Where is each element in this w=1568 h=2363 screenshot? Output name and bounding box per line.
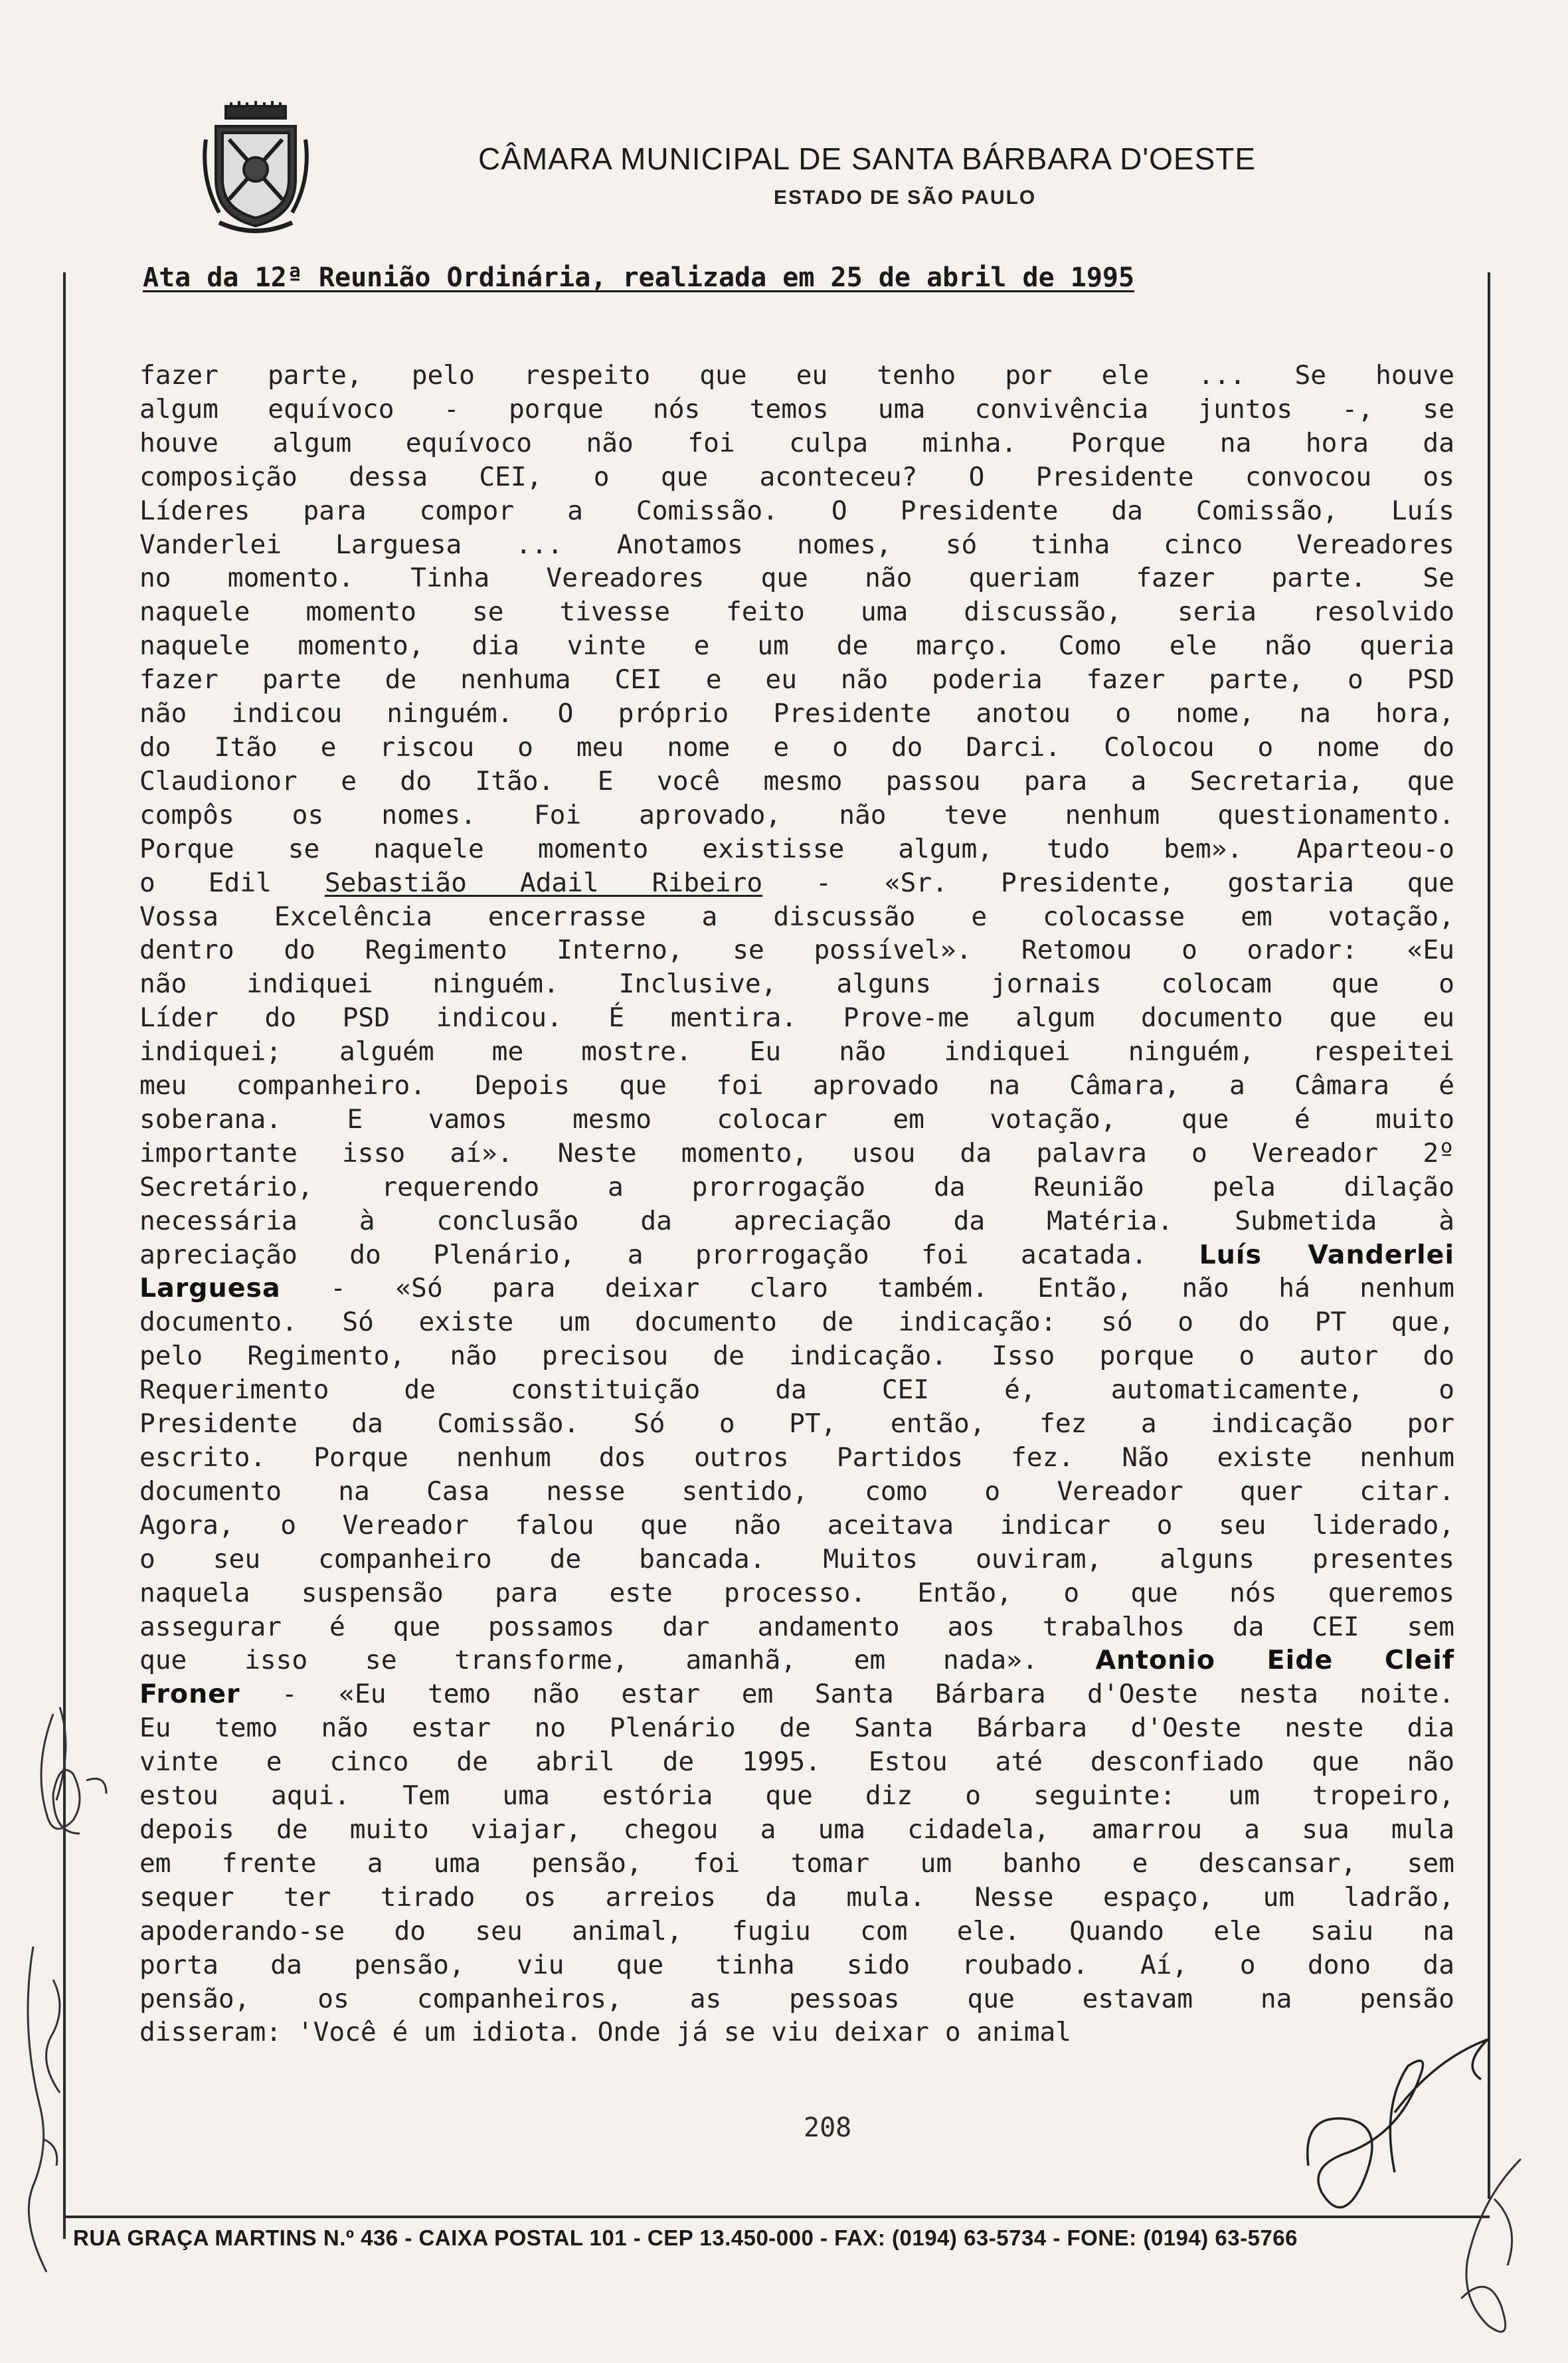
body-line: documento na Casa nesse sentido, como o Vereador quer citar. <box>139 1475 1454 1507</box>
body-line: Vossa Excelência encerrasse a discussão e colocasse em votação, <box>139 901 1454 932</box>
body-line: Secretário, requerendo a prorrogação da Reunião pela dilação <box>139 1171 1454 1202</box>
aparte-prefix: o Edil <box>139 867 272 898</box>
body-line: soberana. E vamos mesmo colocar em votação, que é muito <box>139 1103 1454 1135</box>
body-line: porta da pensão, viu que tinha sido roubado. Aí, o dono da <box>139 1949 1454 1980</box>
body-line: do Itão e riscou o meu nome e o do Darci. Colocou o nome do <box>139 731 1454 763</box>
speech-text: - «Eu temo não estar em Santa Bárbara d'Oeste nesta noite. <box>281 1679 1454 1710</box>
body-line-speaker <box>139 1272 1454 1305</box>
body-line: em frente a uma pensão, foi tomar um banho e descansar, sem <box>139 1847 1454 1879</box>
body-line: Claudionor e do Itão. E você mesmo passou para a Secretaria, que <box>139 765 1454 797</box>
page-number: 208 <box>804 2113 852 2143</box>
footer-rule <box>63 2216 1490 2218</box>
speaker-name: Luís Vanderlei <box>1199 1239 1454 1270</box>
body-line: fazer parte, pelo respeito que eu tenho por ele ... Se houve <box>139 360 1454 391</box>
body-line: meu companheiro. Depois que foi aprovado na Câmara, a Câmara é <box>139 1070 1454 1101</box>
document-title: Ata da 12ª Reunião Ordinária, realizada em 25 de abril de 1995 <box>143 262 1135 293</box>
body-line: naquele momento se tivesse feito uma discussão, seria resolvido <box>139 597 1454 628</box>
body-line: naquele momento, dia vinte e um de março. Como ele não queria <box>139 630 1454 662</box>
speaker-intro: que isso se transforme, amanhã, em nada». <box>139 1645 1038 1676</box>
body-line: Requerimento de constituição da CEI é, automaticamente, o <box>139 1374 1454 1406</box>
speaker-name: Antonio Eide Cleif <box>1095 1645 1455 1676</box>
margin-signature-icon <box>13 1701 120 1867</box>
body-line: dentro do Regimento Interno, se possível». Retomou o orador: «Eu <box>139 935 1454 966</box>
body-line: algum equívoco - porque nós temos uma convivência juntos -, se <box>139 393 1454 425</box>
body-line: compôs os nomes. Foi aprovado, não teve nenhum questionamento. <box>139 799 1454 830</box>
body-line: Presidente da Comissão. Só o PT, então, fez a indicação por <box>139 1408 1454 1440</box>
minutes-body <box>139 359 1454 2049</box>
margin-signature-vertical-icon <box>7 1940 86 2285</box>
body-line: pelo Regimento, não precisou de indicação. Isso porque o autor do <box>139 1341 1454 1372</box>
body-line: escrito. Porque nenhum dos outros Partidos fez. Não existe nenhum <box>139 1442 1454 1473</box>
footer-address: RUA GRAÇA MARTINS N.º 436 - CAIXA POSTAL 101 - CEP 13.450-000 - FAX: (0194) 63-5734 - FONE: (0194) 63-5766 <box>73 2225 1298 2250</box>
body-line: vinte e cinco de abril de 1995. Estou até desconfiado que não <box>139 1747 1454 1778</box>
corner-signature-icon <box>1415 2146 1547 2358</box>
speaker-name: Froner <box>139 1679 240 1710</box>
body-line: no momento. Tinha Vereadores que não queriam fazer parte. Se <box>139 563 1454 594</box>
body-line: Líderes para compor a Comissão. O Presidente da Comissão, Luís <box>139 495 1454 526</box>
body-line: o seu companheiro de bancada. Muitos ouviram, alguns presentes <box>139 1543 1454 1574</box>
coat-of-arms-icon <box>199 100 312 239</box>
body-line: naquela suspensão para este processo. Então, o que nós queremos <box>139 1577 1454 1608</box>
body-line: não indicou ninguém. O próprio Presidente anotou o nome, na hora, <box>139 698 1454 729</box>
body-line: necessária à conclusão da apreciação da Matéria. Submetida à <box>139 1205 1454 1236</box>
body-line: apoderando-se do seu animal, fugiu com ele. Quando ele saiu na <box>139 1915 1454 1946</box>
body-line: Porque se naquele momento existisse algum, tudo bem». Aparteou-o <box>139 833 1454 864</box>
body-line: documento. Só existe um documento de indicação: só o do PT que, <box>139 1307 1454 1338</box>
speech-text: - «Só para deixar claro também. Então, não há nenhum <box>330 1273 1454 1304</box>
body-line: sequer ter tirado os arreios da mula. Nesse espaço, um ladrão, <box>139 1881 1454 1913</box>
aparte-text: - «Sr. Presidente, gostaria que <box>816 867 1455 898</box>
body-line-speaker <box>139 1238 1454 1272</box>
organization-name: CÂMARA MUNICIPAL DE SANTA BÁRBARA D'OESTE <box>478 142 1257 176</box>
aparte-speaker-name: Sebastião Adail Ribeiro <box>324 867 763 898</box>
body-line: importante isso aí». Neste momento, usou da palavra o Vereador 2º <box>139 1137 1454 1169</box>
body-line-speaker <box>139 1677 1454 1711</box>
body-line: pensão, os companheiros, as pessoas que estavam na pensão <box>139 1983 1454 2014</box>
organization-state: ESTADO DE SÃO PAULO <box>774 187 1037 209</box>
body-line: fazer parte de nenhuma CEI e eu não poderia fazer parte, o PSD <box>139 664 1454 696</box>
body-line: houve algum equívoco não foi culpa minha. Porque na hora da <box>139 427 1454 458</box>
body-line: assegurar é que possamos dar andamento aos trabalhos da CEI sem <box>139 1611 1454 1642</box>
body-line: disseram: 'Você é um idiota. Onde já se viu deixar o animal <box>139 2017 1072 2048</box>
body-line: indiquei; alguém me mostre. Eu não indiquei ninguém, respeitei <box>139 1036 1454 1068</box>
body-line: Vanderlei Larguesa ... Anotamos nomes, só tinha cinco Vereadores <box>139 529 1454 560</box>
body-line: Líder do PSD indicou. É mentira. Prove-me algum documento que eu <box>139 1002 1454 1034</box>
body-line: Eu temo não estar no Plenário de Santa Bárbara d'Oeste neste dia <box>139 1713 1454 1744</box>
speaker-name: Larguesa <box>139 1273 281 1304</box>
body-line: não indiquei ninguém. Inclusive, alguns jornais colocam que o <box>139 969 1454 1000</box>
body-line: composição dessa CEI, o que aconteceu? O Presidente convocou os <box>139 461 1454 492</box>
speaker-intro: apreciação do Plenário, a prorrogação foi acatada. <box>139 1239 1148 1270</box>
body-line-speaker <box>139 1644 1454 1677</box>
right-margin-rule <box>1488 272 1490 2199</box>
body-line: estou aqui. Tem uma estória que diz o seguinte: um tropeiro, <box>139 1780 1454 1812</box>
body-line: depois de muito viajar, chegou a uma cidadela, amarrou a sua mula <box>139 1814 1454 1845</box>
body-line-aparte <box>139 866 1454 900</box>
body-line: Agora, o Vereador falou que não aceitava indicar o seu liderado, <box>139 1509 1454 1541</box>
